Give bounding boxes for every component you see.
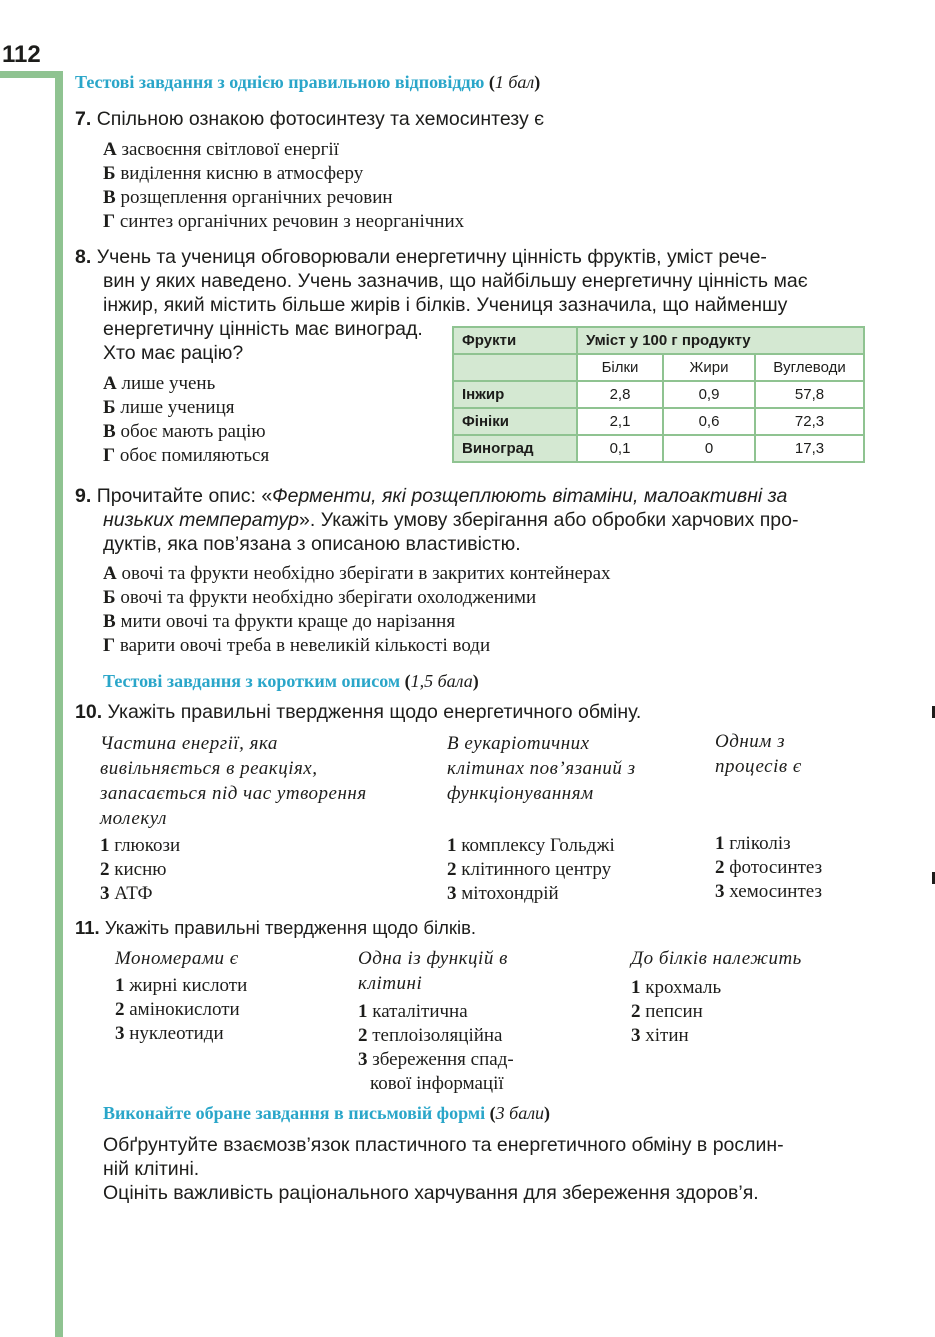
page-margin-bar — [55, 71, 63, 1337]
page-number-underline — [0, 71, 63, 78]
q11-column-3: До білків належить — [631, 948, 802, 969]
points-value: 1 бал — [494, 72, 535, 92]
list-item: 1 гліколіз — [715, 833, 791, 854]
question-text-line: дуктів, яка пов’язана з описаною властивістю. — [103, 533, 521, 555]
list-item: 1 жирні кислоти — [115, 975, 248, 996]
q11-column-1: Мономерами є — [115, 948, 239, 969]
list-item: 2 клітинного центру — [447, 859, 612, 880]
section-title: Тестові завдання з коротким описом — [103, 671, 401, 691]
question-number: 8. — [75, 246, 92, 268]
list-item: 3 мітохондрій — [447, 883, 559, 904]
q7-option-b: Б виділення кисню в атмосферу — [103, 163, 364, 184]
question-text-line: інжир, який містить більше жирів і білків. Учениця зазначила, що найменшу — [103, 294, 788, 316]
section-heading-short-description: Тестові завдання з коротким описом (1,5 бала) — [103, 671, 479, 691]
table-cell: 0,1 — [577, 435, 663, 462]
q9-option-b: Б овочі та фрукти необхідно зберігати охолодженими — [103, 587, 537, 608]
question-number: 11. — [75, 917, 100, 938]
question-number: 10. — [75, 701, 103, 723]
list-item: 2 пепсин — [631, 1001, 703, 1022]
quoted-description: Ферменти, які розщеплюють вітаміни, малоактивні за — [272, 485, 788, 507]
q10-column-3: Одним з процесів є — [715, 731, 802, 777]
section-heading-single-answer — [75, 72, 540, 93]
question-text: Спільною ознакою фотосинтезу та хемосинтезу є — [96, 108, 545, 130]
list-item: 1 крохмаль — [631, 977, 722, 998]
q8-option-d: Г обоє помиляються — [103, 445, 270, 466]
question-text-line: енергетичну цінність має виноград. — [103, 318, 423, 340]
table-header-cell: Фрукти — [453, 327, 577, 354]
table-subheader-row — [453, 354, 864, 381]
list-item: 3 АТФ — [100, 883, 153, 904]
q7-option-a: А засвоєння світлової енергії — [103, 139, 339, 160]
q11-column-3-items — [631, 976, 721, 1048]
table-header-row — [453, 327, 864, 354]
quoted-description: низьких температур — [103, 509, 300, 531]
points-value: 3 бали — [495, 1103, 545, 1123]
list-item: 3 хітин — [631, 1025, 689, 1046]
q10-column-2-items — [447, 834, 615, 906]
q9-option-d: Г варити овочі треба в невеликій кількості води — [103, 635, 491, 656]
list-item: 1 глюкози — [100, 835, 181, 856]
page-number: 112 — [2, 41, 41, 68]
q11-column-2-items — [358, 1000, 514, 1096]
question-8 — [75, 245, 767, 269]
q7-option-c: В розщеплення органічних речовин — [103, 187, 393, 208]
list-item: 2 теплоізоляційна — [358, 1025, 503, 1046]
question-text: Укажіть правильні твердження щодо енергетичного обміну. — [107, 701, 642, 723]
question-text: Учень та учениця обговорювали енергетичну цінність фруктів, уміст рече- — [96, 246, 767, 268]
table-row-label: Виноград — [453, 435, 577, 462]
table-cell: 2,1 — [577, 408, 663, 435]
q8-option-c: В обоє мають рацію — [103, 421, 266, 442]
q10-column-1: Частина енергії, яка вивільняється в реакціях, запасається під час утворення молекул — [100, 733, 367, 829]
q8-option-b: Б лише учениця — [103, 397, 235, 418]
table-cell: 0,9 — [663, 381, 755, 408]
written-task-line: Оцініть важливість раціонального харчування для збереження здоров’я. — [103, 1182, 759, 1204]
question-text: Укажіть правильні твердження щодо білків. — [104, 917, 477, 938]
table-header-cell: Уміст у 100 г продукту — [577, 327, 864, 354]
question-10 — [75, 700, 641, 724]
list-item: 3 збереження спад- — [358, 1049, 514, 1070]
question-text-line: Хто має рацію? — [103, 342, 244, 364]
list-item: 3 нуклеотиди — [115, 1023, 224, 1044]
table-cell: 2,8 — [577, 381, 663, 408]
table-row-label: Інжир — [453, 381, 577, 408]
table-row — [453, 408, 864, 435]
written-task-line: Обґрунтуйте взаємозв’язок пластичного та енергетичного обміну в рослин- — [103, 1134, 784, 1156]
question-number: 9. — [75, 485, 92, 507]
fruit-nutrition-table — [452, 326, 865, 463]
q10-column-1-items — [100, 834, 180, 906]
table-header-cell — [453, 354, 577, 381]
q11-column-1-items — [115, 974, 247, 1046]
written-task-line: ній клітині. — [103, 1158, 200, 1180]
table-cell: 72,3 — [755, 408, 864, 435]
q10-column-2: В еукаріотичних клітинах пов’язаний з функціонуванням — [447, 733, 636, 804]
section-title: Виконайте обране завдання в письмовій формі — [103, 1103, 486, 1123]
points-paren: ( — [484, 72, 495, 92]
q9-option-a: А овочі та фрукти необхідно зберігати в закритих контейнерах — [103, 563, 611, 584]
q10-column-3-items — [715, 832, 822, 904]
question-text: Прочитайте опис: « — [96, 485, 273, 507]
list-item: 2 амінокислоти — [115, 999, 240, 1020]
list-item: 2 фотосинтез — [715, 857, 823, 878]
table-cell: 57,8 — [755, 381, 864, 408]
list-item: 3 хемосинтез — [715, 881, 822, 902]
points-value: 1,5 бала — [410, 671, 473, 691]
table-row — [453, 435, 864, 462]
table-subheader-cell: Білки — [577, 354, 663, 381]
table-cell: 17,3 — [755, 435, 864, 462]
q8-option-a: А лише учень — [103, 373, 216, 394]
table-subheader-cell: Вуглеводи — [755, 354, 864, 381]
points-paren: ) — [534, 72, 541, 92]
question-9 — [75, 484, 787, 508]
table-row-label: Фініки — [453, 408, 577, 435]
question-11 — [75, 916, 476, 940]
q9-option-c: В мити овочі та фрукти краще до нарізання — [103, 611, 456, 632]
section-title: Тестові завдання з однією правильною відповіддю — [75, 72, 485, 92]
question-text-line: вин у яких наведено. Учень зазначив, що найбільшу енергетичну цінність має — [103, 270, 808, 292]
section-heading-written-task: Виконайте обране завдання в письмовій формі (3 бали) — [103, 1103, 551, 1123]
table-subheader-cell: Жири — [663, 354, 755, 381]
question-7 — [75, 107, 544, 131]
question-number: 7. — [75, 108, 92, 130]
list-item: 2 кисню — [100, 859, 167, 880]
list-item: 1 каталітична — [358, 1001, 468, 1022]
list-item-continuation: кової інформації — [370, 1073, 504, 1094]
question-text-line: низьких температур». Укажіть умову зберігання або обробки харчових про- — [103, 509, 799, 531]
table-cell: 0,6 — [663, 408, 755, 435]
table-row — [453, 381, 864, 408]
q11-column-2: Одна із функцій в клітині — [358, 948, 508, 994]
table-cell: 0 — [663, 435, 755, 462]
q7-option-d: Г синтез органічних речовин з неорганічних — [103, 211, 465, 232]
list-item: 1 комплексу Гольджі — [447, 835, 615, 856]
